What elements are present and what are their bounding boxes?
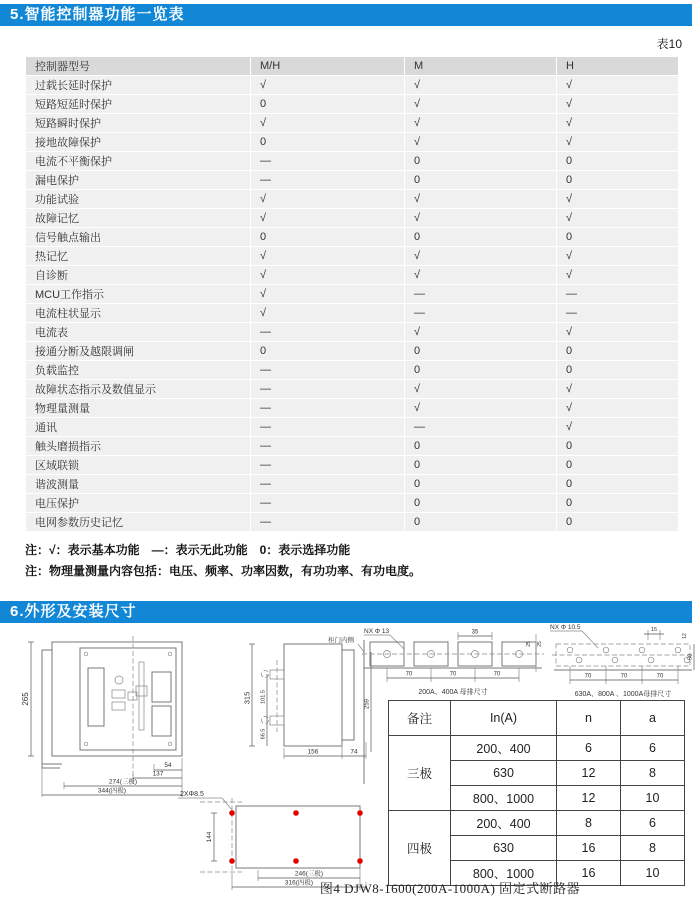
function-value: √ [405,380,557,399]
cell-in: 630 [451,836,557,861]
mount-hole [357,858,363,864]
function-value: √ [405,133,557,152]
side-dim-66: 66.5 [260,728,267,740]
function-value: √ [251,266,405,285]
function-value: — [251,418,405,437]
function-table-row [26,228,679,247]
busbar-large-dim-12: 12 [682,633,688,639]
cell-n: 6 [557,736,621,761]
cell-n: 12 [557,761,621,786]
busbar-small-dim-side-top: 25 [526,641,532,647]
function-label: 电流柱状显示 [26,304,251,323]
function-value: 0 [557,228,679,247]
side-dim-74: 74 [350,748,358,756]
busbar-small-hole-label: NX Φ 13 [364,628,390,635]
function-label: 区域联锁 [26,456,251,475]
note-measurement: 注：物理量测量内容包括：电压、频率、功率因数，有功功率、有功电度。 [25,564,422,578]
function-value: √ [405,247,557,266]
column-header-model: 控制器型号 [26,57,251,76]
function-label: 信号触点输出 [26,228,251,247]
function-table-row [26,456,679,475]
cell-a: 6 [621,811,685,836]
front-dim-four-pole: 344(四极) [97,787,127,795]
mount-hole [293,810,299,816]
function-value: √ [557,399,679,418]
function-value: 0 [251,342,405,361]
function-value: 0 [557,152,679,171]
function-label: 短路短延时保护 [26,95,251,114]
function-label: MCU工作指示 [26,285,251,304]
function-label: 故障状态指示及数值显示 [26,380,251,399]
function-value: √ [557,114,679,133]
front-dim-three-pole: 274(三极) [108,778,138,786]
busbar-small-dim-35: 35 [471,629,479,636]
function-value: √ [405,114,557,133]
function-value: √ [251,114,405,133]
function-value: √ [557,323,679,342]
function-value: √ [405,190,557,209]
group-three-pole: 三极 [389,736,451,811]
function-value: — [557,304,679,323]
busbar-large-pitch-2: 70 [620,673,628,680]
function-table-row [26,418,679,437]
dim-col-a: a [621,701,685,736]
side-dim-315: 315 [242,691,252,705]
function-label: 功能试验 [26,190,251,209]
function-table-row [26,114,679,133]
cell-in: 630 [451,761,557,786]
column-header-m: M [405,57,557,76]
function-value: √ [251,285,405,304]
function-value: √ [251,304,405,323]
function-label: 物理量测量 [26,399,251,418]
busbar-small-caption: 200A、400A 母排尺寸 [418,689,488,696]
function-value: √ [251,209,405,228]
function-value: — [251,494,405,513]
function-table-row [26,171,679,190]
function-label: 热记忆 [26,247,251,266]
function-value: √ [557,380,679,399]
cell-n: 12 [557,786,621,811]
function-value: — [405,304,557,323]
mount-hole [357,810,363,816]
function-value: √ [405,266,557,285]
busbar-large-dim-15: 15 [650,627,658,633]
function-value: √ [405,76,557,95]
cell-in: 200、400 [451,811,557,836]
function-table-row [26,323,679,342]
function-label: 自诊断 [26,266,251,285]
function-value: √ [557,133,679,152]
function-label: 接地故障保护 [26,133,251,152]
function-table-row [26,475,679,494]
function-table-row [26,304,679,323]
function-value: 0 [405,494,557,513]
mount-hole [229,858,235,864]
section6-title: 6.外形及安装尺寸 [10,603,137,620]
busbar-large-caption: 630A、800A 、1000A母排尺寸 [574,691,672,698]
dim-col-n: n [557,701,621,736]
section5-header [0,4,692,26]
function-table-row [26,342,679,361]
cell-in: 200、400 [451,736,557,761]
function-table-row [26,361,679,380]
busbar-small-pitch-2: 70 [449,671,457,678]
busbar-large-hole-label: NX Φ 10.5 [550,624,581,631]
function-value: — [251,171,405,190]
function-table-row [26,399,679,418]
mount-hole [293,858,299,864]
front-dim-54: 54 [164,762,172,769]
function-value: — [251,475,405,494]
function-value: 0 [251,228,405,247]
mount-dim-three-pole: 246(三极) [294,870,324,878]
function-label: 触头磨损指示 [26,437,251,456]
function-value: √ [557,95,679,114]
function-value: √ [405,95,557,114]
function-table-row [26,133,679,152]
busbar-small-pitch-3: 70 [493,671,501,678]
function-value: 0 [251,133,405,152]
function-label: 谐波测量 [26,475,251,494]
function-value: — [251,361,405,380]
function-value: √ [557,209,679,228]
dimension-table-header-row [389,701,685,736]
group-four-pole: 四极 [389,811,451,886]
function-value: 0 [405,171,557,190]
function-value: √ [251,76,405,95]
function-label: 电压保护 [26,494,251,513]
function-label: 过载长延时保护 [26,76,251,95]
function-value: 0 [405,475,557,494]
busbar-large-drawing [548,620,698,700]
function-value: √ [557,247,679,266]
function-value: 0 [557,361,679,380]
function-value: √ [251,247,405,266]
cell-n: 16 [557,836,621,861]
note-symbols: 注：√：表示基本功能 —：表示无此功能 0：表示选择功能 [25,543,351,557]
function-value: — [251,323,405,342]
side-dim-259: 259 [364,698,371,710]
function-label: 接通分断及越限调闸 [26,342,251,361]
function-value: — [251,513,405,532]
function-value: 0 [557,342,679,361]
function-table-body [26,76,679,532]
side-dim-156: 156 [307,748,319,756]
function-value: — [251,456,405,475]
function-value: 0 [557,171,679,190]
figure-caption: 图4 DJW8-1600(200A-1000A) 固定式断路器 [319,881,581,896]
function-value: √ [557,190,679,209]
busbar-large-dim-50: 50 [687,653,694,661]
table-tag: 表10 [656,37,682,51]
door-inside-label: 柜门内侧 [328,637,354,644]
cell-n: 16 [557,861,621,886]
function-value: — [251,437,405,456]
function-value: 0 [405,342,557,361]
function-value: √ [557,266,679,285]
cell-a: 8 [621,761,685,786]
side-dim-101: 101.5 [260,690,267,704]
function-label: 漏电保护 [26,171,251,190]
function-label: 故障记忆 [26,209,251,228]
cell-a: 6 [621,736,685,761]
function-value: √ [405,209,557,228]
cell-a: 10 [621,786,685,811]
function-value: — [251,399,405,418]
busbar-large-pitch-1: 70 [584,673,592,680]
function-table-row [26,494,679,513]
dim-col-note: 备注 [389,701,451,736]
function-value: √ [251,190,405,209]
column-header-mh: M/H [251,57,405,76]
busbar-large-pitch-3: 70 [656,673,664,680]
function-value: 0 [405,152,557,171]
function-table-row [26,152,679,171]
function-value: √ [405,399,557,418]
function-table-row [26,285,679,304]
function-table-row [26,209,679,228]
function-label: 通讯 [26,418,251,437]
busbar-small-dim-side-bottom: 25 [537,641,543,647]
function-value: √ [557,418,679,437]
section5-title: 5.智能控制器功能一览表 [10,6,185,23]
function-value: 0 [557,437,679,456]
function-value: 0 [405,456,557,475]
function-table [25,56,679,532]
function-value: — [405,285,557,304]
busbar-small-drawing [360,624,546,698]
function-label: 负载监控 [26,361,251,380]
cell-n: 8 [557,811,621,836]
mount-dim-144: 144 [206,831,213,843]
function-value: 0 [405,361,557,380]
function-table-row [26,247,679,266]
dimension-table [388,700,685,886]
mount-dim-four-pole: 316(四极) [284,879,314,887]
mounting-hole-label: 2XΦ8.5 [180,791,204,798]
function-value: 0 [405,513,557,532]
column-header-h: H [557,57,679,76]
function-table-row [26,190,679,209]
function-label: 电流不平衡保护 [26,152,251,171]
function-table-row [26,513,679,532]
busbar-small-pitch-1: 70 [405,671,413,678]
function-value: 0 [405,228,557,247]
function-table-row [26,437,679,456]
cell-in: 800、1000 [451,786,557,811]
front-view-drawing [22,634,240,804]
function-value: — [251,152,405,171]
function-value: 0 [557,456,679,475]
function-table-row [26,266,679,285]
function-value: 0 [557,475,679,494]
function-value: 0 [251,95,405,114]
front-dim-137: 137 [152,770,164,778]
mount-hole [229,810,235,816]
table-row [389,811,685,836]
function-label: 短路瞬时保护 [26,114,251,133]
function-value: 0 [557,494,679,513]
function-value: — [405,418,557,437]
function-label: 电网参数历史记忆 [26,513,251,532]
function-table-header-row [26,57,679,76]
cell-a: 8 [621,836,685,861]
display-window [88,668,104,726]
function-value: — [251,380,405,399]
cell-a: 10 [621,861,685,886]
dim-col-in: In(A) [451,701,557,736]
function-value: 0 [405,437,557,456]
function-table-row [26,95,679,114]
function-value: — [557,285,679,304]
function-value: √ [557,76,679,95]
table-row [389,736,685,761]
function-label: 电流表 [26,323,251,342]
function-table-row [26,380,679,399]
front-height-dim: 265 [21,692,30,706]
side-view-drawing [240,634,374,804]
function-value: 0 [557,513,679,532]
cell-in: 800、1000 [451,861,557,886]
function-table-row [26,76,679,95]
function-value: √ [405,323,557,342]
